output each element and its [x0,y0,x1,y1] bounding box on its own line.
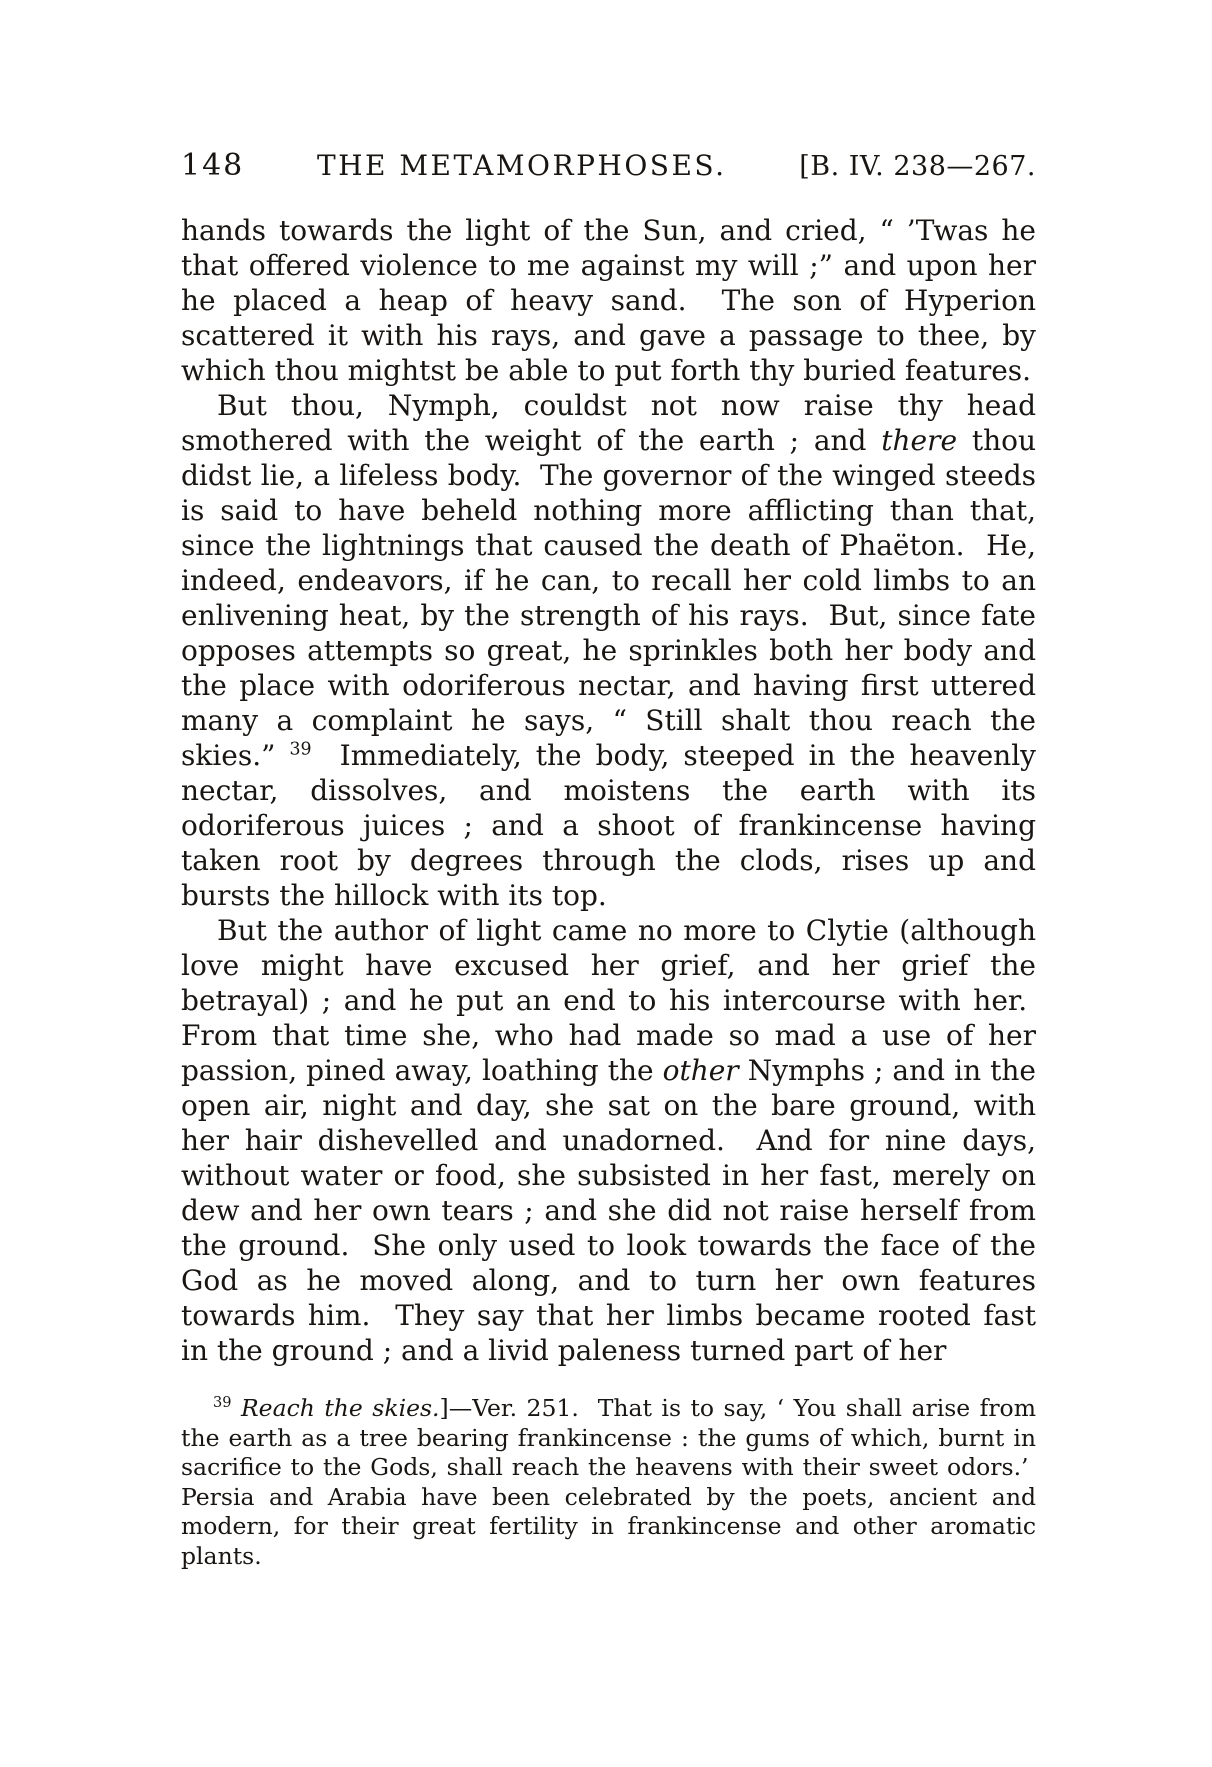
footnote [181,1394,1036,1571]
footnote-reference: 39 [289,739,312,760]
paragraph: hands towards the light of the Sun, and cried, “ ’Twas he that offered violence to me against my will ;” and upon her he placed a heap of heavy sand. The son of Hyperion scattered it with his rays, and gave a passage to thee, by which thou mightst be able to put forth thy buried features. [181,214,1036,387]
page-title: THE METAMORPHOSES. [316,149,727,182]
paragraph: But the author of light came no more to Clytie (although love might have excused her grief, and her grief the betrayal) ; and he put an end to his intercourse with her. From that time she, who had made so mad a use of her passion, pined away, loathing the other Nymphs ; and in the open air, night and day, she sat on the bare ground, with her hair dishevelled and unadorned. And for nine days, without water or food, she subsisted in her fast, merely on dew and her own tears ; and she did not raise herself from the ground. She only used to look towards the face of the God as he moved along, and to turn her own features towards him. They say that her limbs became rooted fast in the ground ; and a livid paleness turned part of her [181,914,1037,1367]
body-text [181,213,1036,1368]
book-reference: [B. IV. 238—267. [799,151,1036,182]
footnote-text: $^{39}$ Reach the skies.]—Ver. 251. That is to say, ‘ You shall arise from the earth as a tree bearing frankincense : the gums of which, burnt in sacrifice to the Gods, shall reach the heavens with their sweet odors.’ Persia and Arabia have been celebrated by the poets, ancient and modern, for their great fertility in frankincense and other aromatic plants. [181,1394,1036,1570]
page-header [181,148,1036,183]
paragraph: But thou, Nymph, couldst not now raise thy head smothered with the weight of the earth ; and there thou didst lie, a lifeless body. The governor of the winged steeds is said to have beheld nothing more afflicting than that, since the lightnings that caused the death of Phaëton. He, indeed, endeavors, if he can, to recall her cold limbs to an enlivening heat, by the strength of his rays. But, since fate opposes attempts so great, he sprinkles both her body and the place with odoriferous nectar, and having first uttered many a complaint he says, “ Still shalt thou reach the skies.” $^{39}$ Immediately, the body, steeped in the heavenly nectar, dissolves, and moistens the earth with its odoriferous juices ; and a shoot of frankincense having taken root by degrees through the clods, rises up and bursts the hillock with its top. [181,389,1037,912]
page-number: 148 [181,148,245,183]
italic-text: Reach the skies. [231,1394,440,1422]
italic-text: there [881,424,958,457]
italic-text: other [662,1054,739,1087]
footnote-reference: 39 [213,1394,232,1412]
